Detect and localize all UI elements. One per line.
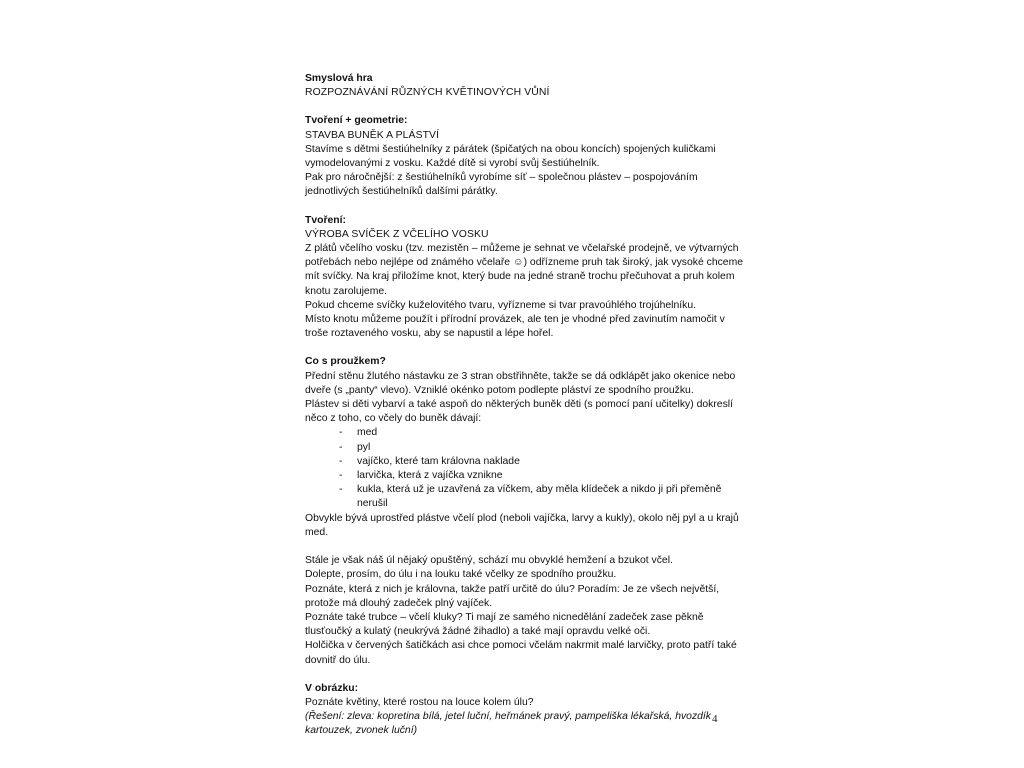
paragraph: Stále je však náš úl nějaký opuštěný, schází mu obvyklé hemžení a bzukot včel. bbox=[305, 555, 673, 567]
paragraph: Poznáte, která z nich je královna, takže patří určitě do úlu? Poradím: Je ze všech největší, protože má dlouhý zadeček plný vajíček. bbox=[305, 583, 720, 609]
list-item: - vajíčko, které tam královna naklade bbox=[339, 455, 745, 469]
cell-contents-list bbox=[305, 426, 745, 511]
section-subheading: STAVBA BUNĚK A PLÁSTVÍ bbox=[305, 129, 440, 141]
solution-text: (Řešení: zleva: kopretina bílá, jetel luční, heřmánek pravý, pampeliška lékařská, hvozdík kartouzek, zvonek luční) bbox=[305, 711, 712, 737]
section-subheading: ROZPOZNÁVÁNÍ RŮZNÝCH KVĚTINOVÝCH VŮNÍ bbox=[305, 87, 550, 99]
section-heading: V obrázku: bbox=[305, 682, 359, 694]
paragraph: Pak pro náročnější: z šestiúhelníků vyrobíme síť – společnou plástev – pospojováním jednotlivých šestiúhelníků dalšími párátky. bbox=[305, 172, 698, 198]
paragraph: Dolepte, prosím, do úlu i na louku také včelky ze spodního proužku. bbox=[305, 569, 617, 581]
paragraph: Z plátů včelího vosku (tzv. mezistěn – můžeme je sehnat ve včelařské prodejně, ve výtvarných potřebách nebo nejlépe od známého včelaře ☺) odřízneme pruh tak široký, jak vysoké chceme mít svíčky. Na kraj přiložíme knot, který bude na jedné straně trochu přečuhovat a pruh kolem knotu zarolujeme. bbox=[305, 243, 744, 297]
page-number: 4 bbox=[712, 713, 718, 725]
section-hive-bees bbox=[305, 554, 745, 668]
section-heading: Tvoření: bbox=[305, 214, 346, 226]
paragraph: Pokud chceme svíčky kuželovitého tvaru, vyřízneme si tvar pravoúhlého trojúhelníku. bbox=[305, 299, 696, 311]
section-subheading: VÝROBA SVÍČEK Z VČELÍHO VOSKU bbox=[305, 228, 489, 240]
section-sensory-game bbox=[305, 72, 745, 100]
list-item: - pyl bbox=[339, 441, 745, 455]
section-heading: Co s proužkem? bbox=[305, 356, 386, 368]
section-heading: Smyslová hra bbox=[305, 73, 373, 84]
section-in-picture bbox=[305, 682, 745, 739]
section-heading: Tvoření + geometrie: bbox=[305, 115, 408, 127]
section-creation-geometry bbox=[305, 114, 745, 199]
paragraph: Plástev si děti vybarví a také aspoň do některých buněk děti (s pomocí paní učitelky) dokreslí něco z toho, co včely do buněk dávají: bbox=[305, 399, 733, 425]
paragraph: Místo knotu můžeme použít i přírodní provázek, ale ten je vhodné před zavinutím namočit v troše roztaveného vosku, aby se napustil a lépe hořel. bbox=[305, 314, 725, 340]
document-content bbox=[305, 72, 745, 753]
list-item: - kukla, která už je uzavřená za víčkem, aby měla klídeček a nikdo ji při přeměně nerušil bbox=[339, 483, 745, 511]
paragraph: Stavíme s dětmi šestiúhelníky z párátek (špičatých na obou koncích) spojených kuličkami vymodelovanými z vosku. Každé dítě si vyrobí svůj šestiúhelník. bbox=[305, 143, 716, 170]
list-item: - med bbox=[339, 426, 745, 440]
paragraph: Poznáte květiny, které rostou na louce kolem úlu? bbox=[305, 696, 534, 708]
section-strip bbox=[305, 355, 745, 540]
paragraph: Přední stěnu žlutého nástavku ze 3 stran obstřihněte, takže se dá odklápět jako okenice nebo dveře (s „panty“ vlevo). Vzniklé okénko potom podlepte pláství ze spodního proužku. bbox=[305, 370, 736, 396]
paragraph: Poznáte také trubce – včelí kluky? Ti mají ze samého nicnedělání zadeček zase pěkně tlusťoučký a kulatý (neukrývá žádné žihadlo) a také mají opravdu velké oči. bbox=[305, 611, 704, 638]
paragraph: Obvykle bývá uprostřed plástve včelí plod (neboli vajíčka, larvy a kukly), okolo něj pyl a u krajů med. bbox=[305, 512, 739, 538]
list-item: - larvička, která z vajíčka vznikne bbox=[339, 469, 745, 483]
section-candle-making bbox=[305, 214, 745, 342]
paragraph: Holčička v červených šatičkách asi chce pomoci včelám nakrmit malé larvičky, proto patří také dovnitř do úlu. bbox=[305, 640, 737, 666]
